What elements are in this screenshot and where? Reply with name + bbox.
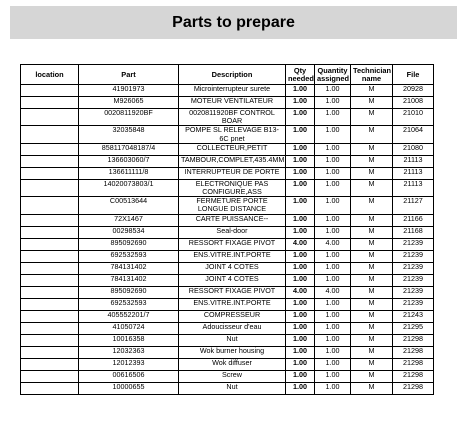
cell-qty-needed: 1.00	[286, 346, 315, 358]
cell-description: COMPRESSEUR	[179, 310, 286, 322]
column-header-file: File	[393, 65, 434, 85]
cell-qty-needed: 1.00	[286, 334, 315, 346]
table-row	[21, 382, 434, 394]
cell-part: 784131402	[79, 274, 179, 286]
cell-technician-name: M	[351, 358, 393, 370]
cell-file: 21298	[393, 370, 434, 382]
cell-quantity-assigned: 1.00	[315, 358, 351, 370]
table-row	[21, 97, 434, 109]
cell-location	[21, 226, 79, 238]
table-row	[21, 250, 434, 262]
cell-technician-name: M	[351, 197, 393, 214]
cell-description: POMPE SL RELEVAGE B13-6C pnet	[179, 126, 286, 143]
cell-location	[21, 298, 79, 310]
cell-technician-name: M	[351, 167, 393, 179]
cell-qty-needed: 1.00	[286, 382, 315, 394]
cell-qty-needed: 1.00	[286, 262, 315, 274]
cell-part: 12012393	[79, 358, 179, 370]
table-row	[21, 262, 434, 274]
cell-description: RESSORT FIXAGE PIVOT	[179, 286, 286, 298]
cell-technician-name: M	[351, 238, 393, 250]
table-row	[21, 346, 434, 358]
cell-qty-needed: 1.00	[286, 126, 315, 143]
cell-file: 21239	[393, 298, 434, 310]
cell-location	[21, 179, 79, 196]
cell-quantity-assigned: 1.00	[315, 143, 351, 155]
cell-description: Nut	[179, 382, 286, 394]
cell-file: 21239	[393, 286, 434, 298]
cell-location	[21, 167, 79, 179]
cell-location	[21, 310, 79, 322]
cell-quantity-assigned: 1.00	[315, 85, 351, 97]
cell-part: 895092690	[79, 286, 179, 298]
cell-part: 405552201/7	[79, 310, 179, 322]
cell-location	[21, 262, 79, 274]
cell-technician-name: M	[351, 274, 393, 286]
cell-part: M926065	[79, 97, 179, 109]
cell-quantity-assigned: 1.00	[315, 109, 351, 126]
column-header-description: Description	[179, 65, 286, 85]
cell-file: 21166	[393, 214, 434, 226]
cell-part: 784131402	[79, 262, 179, 274]
cell-description: JOINT 4 COTES	[179, 262, 286, 274]
cell-file: 21298	[393, 346, 434, 358]
cell-location	[21, 382, 79, 394]
table-row	[21, 197, 434, 214]
cell-technician-name: M	[351, 262, 393, 274]
cell-quantity-assigned: 4.00	[315, 238, 351, 250]
parts-table	[20, 64, 434, 395]
cell-qty-needed: 1.00	[286, 109, 315, 126]
cell-location	[21, 250, 79, 262]
cell-location	[21, 322, 79, 334]
table-row	[21, 126, 434, 143]
cell-qty-needed: 1.00	[286, 298, 315, 310]
cell-technician-name: M	[351, 109, 393, 126]
cell-description: FERMETURE PORTE LONGUE DISTANCE	[179, 197, 286, 214]
table-row	[21, 358, 434, 370]
cell-file: 20928	[393, 85, 434, 97]
cell-qty-needed: 1.00	[286, 250, 315, 262]
cell-quantity-assigned: 1.00	[315, 179, 351, 196]
cell-qty-needed: 1.00	[286, 97, 315, 109]
column-header-technician-name: Technician name	[351, 65, 393, 85]
cell-quantity-assigned: 1.00	[315, 214, 351, 226]
title-bar	[10, 6, 457, 39]
cell-quantity-assigned: 1.00	[315, 126, 351, 143]
cell-technician-name: M	[351, 214, 393, 226]
cell-description: CARTE PUISSANCE--	[179, 214, 286, 226]
cell-quantity-assigned: 1.00	[315, 310, 351, 322]
cell-part: 858117048187/4	[79, 143, 179, 155]
cell-quantity-assigned: 1.00	[315, 274, 351, 286]
cell-qty-needed: 1.00	[286, 155, 315, 167]
cell-quantity-assigned: 1.00	[315, 97, 351, 109]
cell-technician-name: M	[351, 370, 393, 382]
cell-part: 0020811920BF	[79, 109, 179, 126]
cell-location	[21, 238, 79, 250]
cell-description: Nut	[179, 334, 286, 346]
table-row	[21, 238, 434, 250]
cell-description: ENS.VITRE.INT.PORTE	[179, 298, 286, 310]
cell-quantity-assigned: 1.00	[315, 167, 351, 179]
cell-file: 21168	[393, 226, 434, 238]
cell-technician-name: M	[351, 126, 393, 143]
table-row	[21, 85, 434, 97]
cell-technician-name: M	[351, 155, 393, 167]
cell-location	[21, 286, 79, 298]
table-row	[21, 274, 434, 286]
column-header-location: location	[21, 65, 79, 85]
cell-location	[21, 197, 79, 214]
cell-part: 136603060/7	[79, 155, 179, 167]
cell-part: 00616506	[79, 370, 179, 382]
cell-description: Microinterrupteur surete	[179, 85, 286, 97]
cell-qty-needed: 1.00	[286, 214, 315, 226]
cell-location	[21, 109, 79, 126]
table-row	[21, 214, 434, 226]
cell-file: 21080	[393, 143, 434, 155]
cell-file: 21298	[393, 382, 434, 394]
cell-part: 692532593	[79, 298, 179, 310]
cell-technician-name: M	[351, 322, 393, 334]
cell-file: 21239	[393, 250, 434, 262]
cell-file: 21008	[393, 97, 434, 109]
cell-quantity-assigned: 1.00	[315, 322, 351, 334]
cell-technician-name: M	[351, 226, 393, 238]
cell-location	[21, 126, 79, 143]
cell-qty-needed: 1.00	[286, 370, 315, 382]
cell-technician-name: M	[351, 346, 393, 358]
cell-location	[21, 155, 79, 167]
cell-location	[21, 214, 79, 226]
cell-file: 21298	[393, 334, 434, 346]
cell-file: 21113	[393, 179, 434, 196]
cell-file: 21295	[393, 322, 434, 334]
cell-description: Adoucisseur d'eau	[179, 322, 286, 334]
cell-location	[21, 97, 79, 109]
cell-technician-name: M	[351, 286, 393, 298]
cell-quantity-assigned: 1.00	[315, 298, 351, 310]
cell-description: 0020811920BF CONTROL BOAR	[179, 109, 286, 126]
column-header-part: Part	[79, 65, 179, 85]
table-row	[21, 167, 434, 179]
cell-part: 12032363	[79, 346, 179, 358]
cell-part: 32035848	[79, 126, 179, 143]
cell-technician-name: M	[351, 97, 393, 109]
cell-quantity-assigned: 1.00	[315, 370, 351, 382]
cell-description: Screw	[179, 370, 286, 382]
cell-quantity-assigned: 1.00	[315, 346, 351, 358]
cell-quantity-assigned: 1.00	[315, 197, 351, 214]
table-row	[21, 286, 434, 298]
cell-qty-needed: 1.00	[286, 85, 315, 97]
cell-technician-name: M	[351, 85, 393, 97]
cell-part: 10016358	[79, 334, 179, 346]
table-row	[21, 143, 434, 155]
table-row	[21, 334, 434, 346]
cell-qty-needed: 1.00	[286, 310, 315, 322]
cell-description: Wok diffuser	[179, 358, 286, 370]
table-row	[21, 298, 434, 310]
cell-part: 136611111/8	[79, 167, 179, 179]
cell-description: ENS.VITRE.INT.PORTE	[179, 250, 286, 262]
cell-part: C00513644	[79, 197, 179, 214]
cell-technician-name: M	[351, 298, 393, 310]
cell-description: JOINT 4 COTES	[179, 274, 286, 286]
cell-qty-needed: 4.00	[286, 286, 315, 298]
cell-part: 41050724	[79, 322, 179, 334]
table-row	[21, 322, 434, 334]
cell-location	[21, 143, 79, 155]
table-header-row	[21, 65, 434, 85]
cell-description: INTERRUPTEUR DE PORTE	[179, 167, 286, 179]
cell-quantity-assigned: 1.00	[315, 226, 351, 238]
cell-file: 21127	[393, 197, 434, 214]
column-header-quantity-assigned: Quantity assigned	[315, 65, 351, 85]
cell-qty-needed: 4.00	[286, 238, 315, 250]
cell-location	[21, 334, 79, 346]
cell-quantity-assigned: 1.00	[315, 262, 351, 274]
cell-description: Wok burner housing	[179, 346, 286, 358]
cell-technician-name: M	[351, 310, 393, 322]
cell-qty-needed: 1.00	[286, 274, 315, 286]
cell-location	[21, 358, 79, 370]
cell-description: RESSORT FIXAGE PIVOT	[179, 238, 286, 250]
cell-description: COLLECTEUR,PETIT	[179, 143, 286, 155]
cell-part: 895092690	[79, 238, 179, 250]
cell-quantity-assigned: 4.00	[315, 286, 351, 298]
cell-description: MOTEUR VENTILATEUR	[179, 97, 286, 109]
cell-technician-name: M	[351, 250, 393, 262]
cell-quantity-assigned: 1.00	[315, 382, 351, 394]
cell-part: 692532593	[79, 250, 179, 262]
cell-location	[21, 346, 79, 358]
cell-technician-name: M	[351, 179, 393, 196]
cell-file: 21298	[393, 358, 434, 370]
cell-qty-needed: 1.00	[286, 358, 315, 370]
cell-file: 21010	[393, 109, 434, 126]
cell-quantity-assigned: 1.00	[315, 250, 351, 262]
column-header-qty-needed: Qty needed	[286, 65, 315, 85]
cell-file: 21239	[393, 274, 434, 286]
cell-qty-needed: 1.00	[286, 197, 315, 214]
cell-description: ELECTRONIQUE PAS CONFIGURE,ASS	[179, 179, 286, 196]
cell-technician-name: M	[351, 334, 393, 346]
table-row	[21, 155, 434, 167]
cell-quantity-assigned: 1.00	[315, 334, 351, 346]
cell-file: 21243	[393, 310, 434, 322]
table-row	[21, 179, 434, 196]
table-row	[21, 370, 434, 382]
page-title: Parts to prepare	[172, 13, 295, 31]
cell-part: 00298534	[79, 226, 179, 238]
cell-part: 14020073803/1	[79, 179, 179, 196]
cell-technician-name: M	[351, 143, 393, 155]
cell-file: 21239	[393, 238, 434, 250]
cell-file: 21113	[393, 167, 434, 179]
table-body	[21, 85, 434, 395]
cell-qty-needed: 1.00	[286, 167, 315, 179]
cell-technician-name: M	[351, 382, 393, 394]
cell-file: 21064	[393, 126, 434, 143]
cell-part: 41901973	[79, 85, 179, 97]
cell-qty-needed: 1.00	[286, 226, 315, 238]
cell-description: TAMBOUR,COMPLET,435.4MM	[179, 155, 286, 167]
cell-quantity-assigned: 1.00	[315, 155, 351, 167]
cell-location	[21, 85, 79, 97]
table-row	[21, 109, 434, 126]
cell-part: 72X1467	[79, 214, 179, 226]
cell-location	[21, 370, 79, 382]
cell-qty-needed: 1.00	[286, 179, 315, 196]
cell-qty-needed: 1.00	[286, 143, 315, 155]
table-row	[21, 310, 434, 322]
cell-location	[21, 274, 79, 286]
cell-file: 21113	[393, 155, 434, 167]
cell-description: Seal-door	[179, 226, 286, 238]
table-row	[21, 226, 434, 238]
cell-file: 21239	[393, 262, 434, 274]
cell-part: 10000655	[79, 382, 179, 394]
cell-qty-needed: 1.00	[286, 322, 315, 334]
